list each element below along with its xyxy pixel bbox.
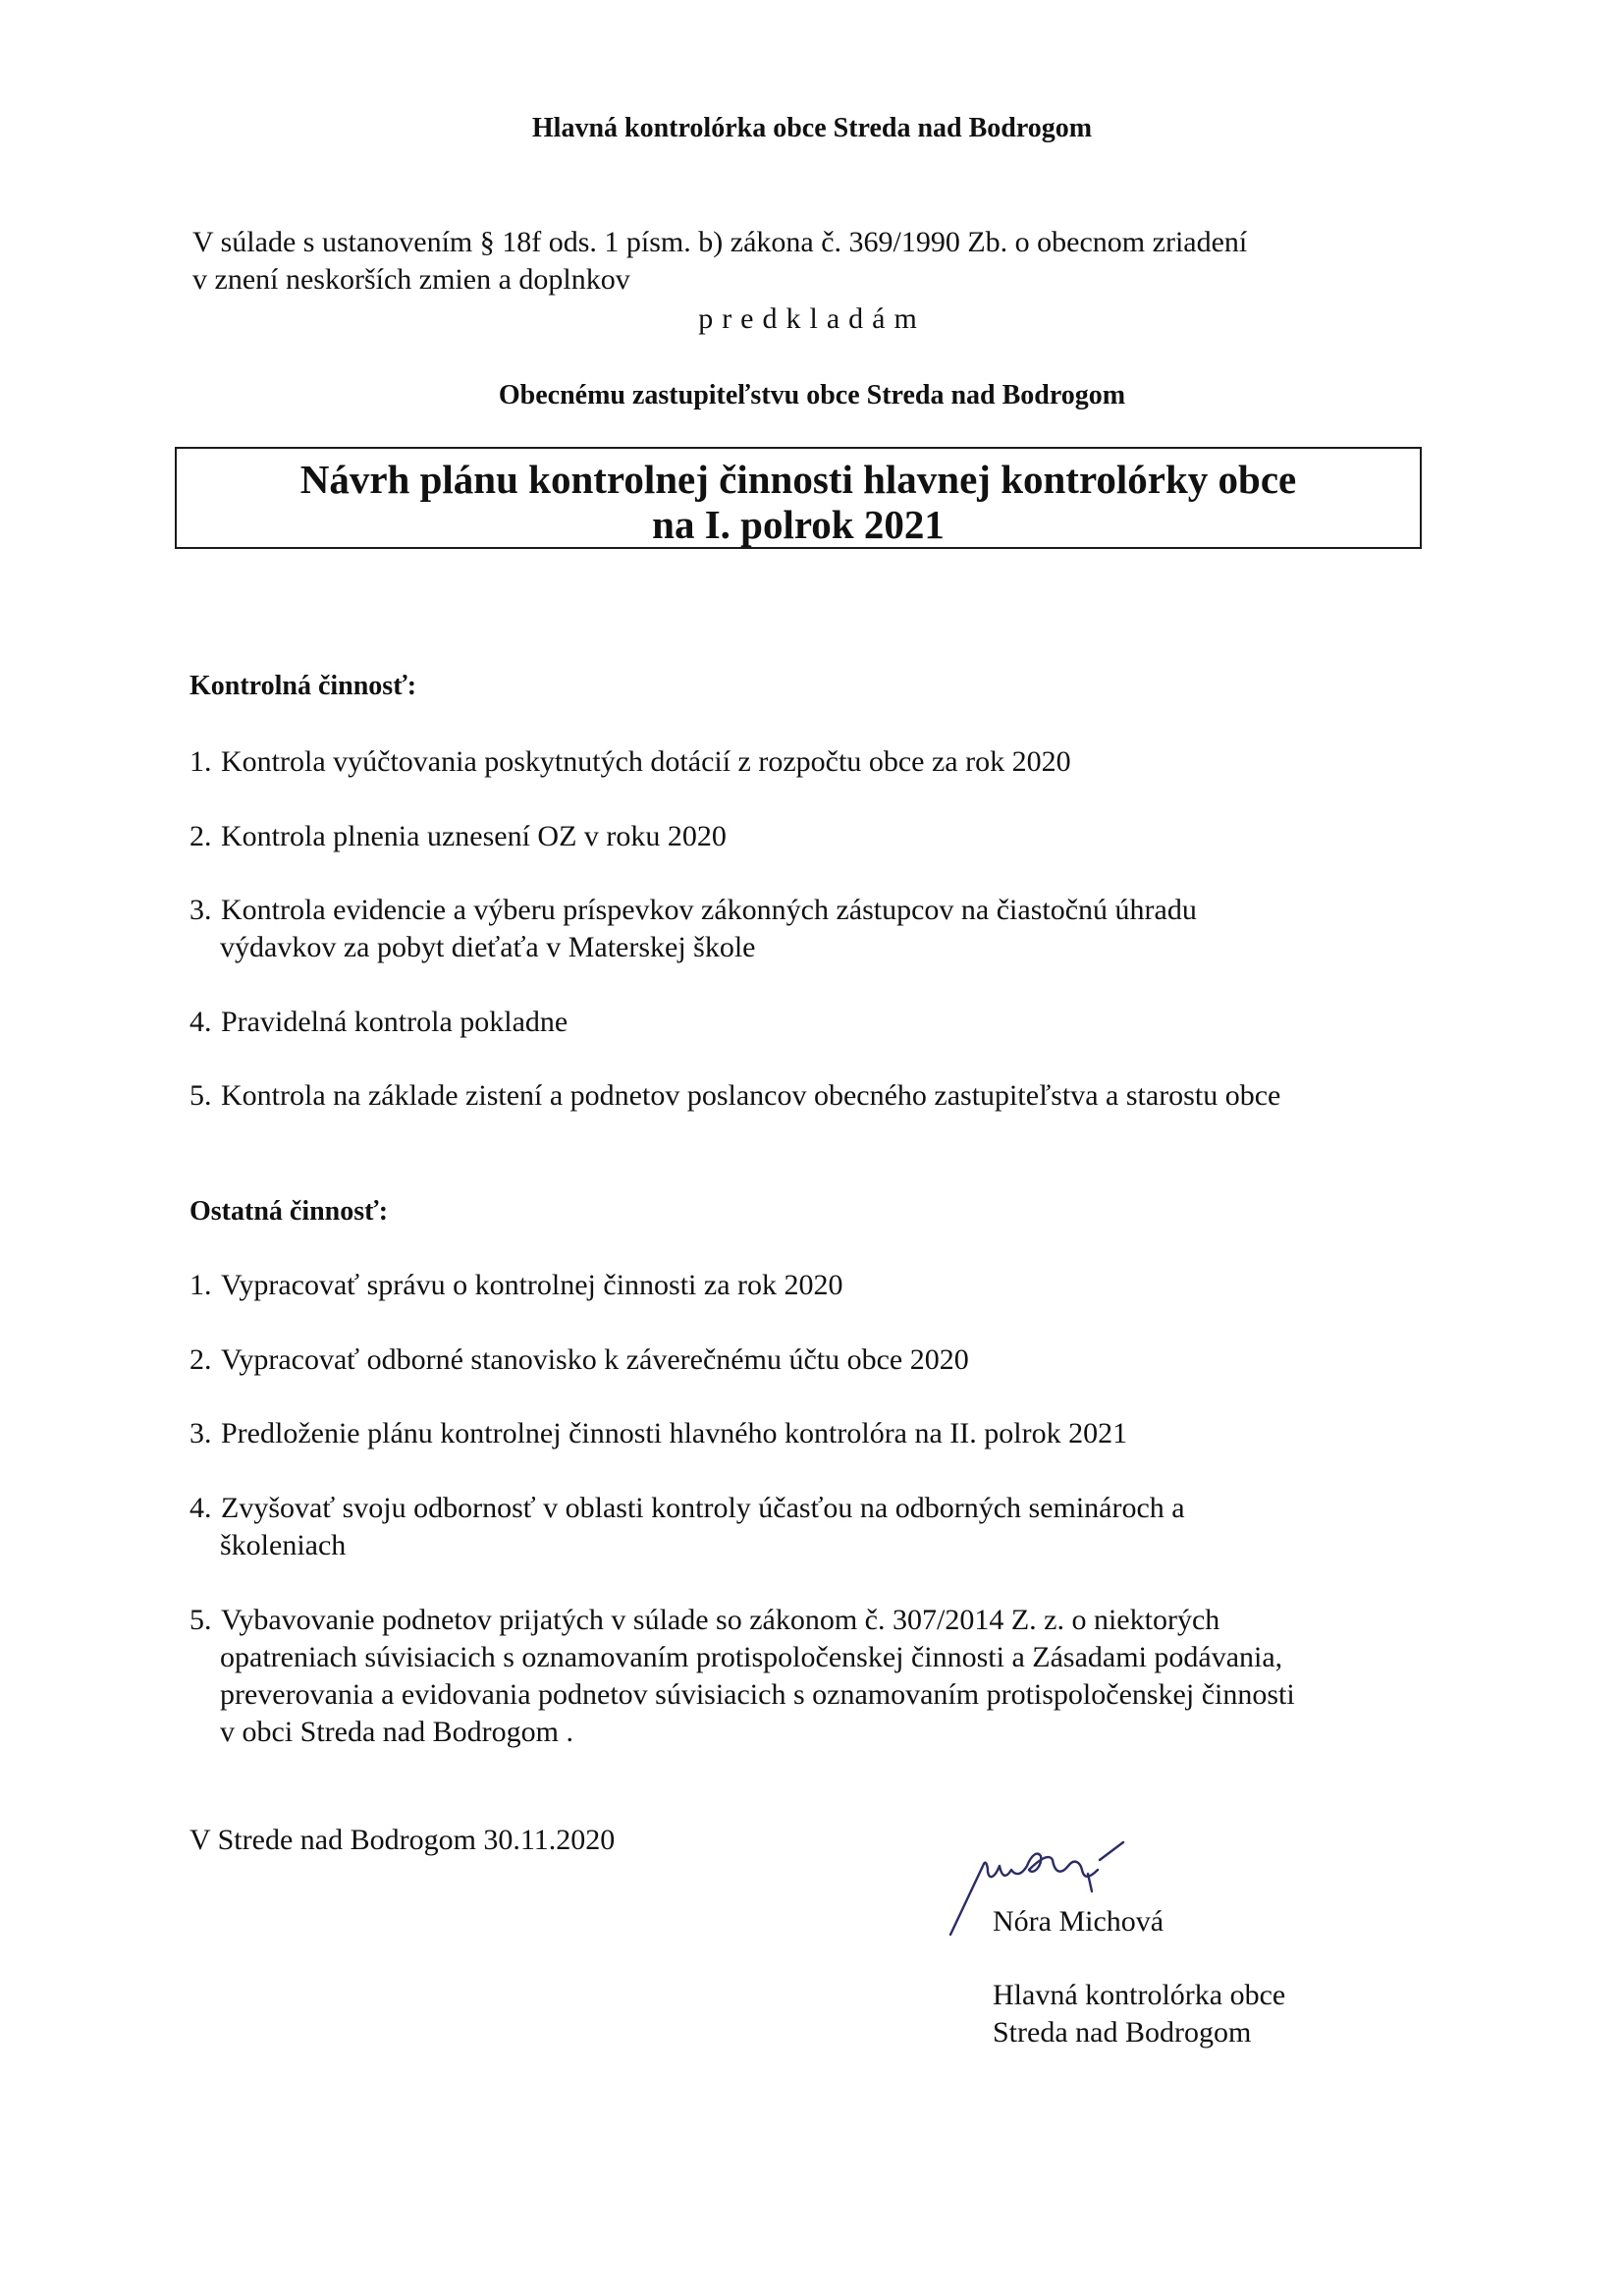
other-item-5-continuation-1: opatreniach súvisiacich s oznamovaním protispoločenskej činnosti a Zásadami podávania,: [220, 1641, 1283, 1673]
signer-name: Nóra Michová: [993, 1905, 1164, 1938]
item-text: Pravidelná kontrola pokladne: [221, 1006, 568, 1038]
other-activity-heading: Ostatná činnosť:: [189, 1196, 389, 1227]
item-text: Kontrola plnenia uznesení OZ v roku 2020: [221, 820, 727, 852]
submit-word: predkladám: [698, 302, 926, 335]
item-number: 1.: [189, 1269, 212, 1301]
control-item-3: [189, 892, 1197, 929]
item-number: 2.: [189, 820, 212, 852]
item-number: 1.: [189, 745, 212, 778]
other-item-3: [189, 1415, 1127, 1452]
other-item-4-continuation: školeniach: [220, 1529, 347, 1561]
item-text: Predloženie plánu kontrolnej činnosti hlavného kontrolóra na II. polrok 2021: [221, 1417, 1128, 1449]
item-number: 3.: [189, 1417, 212, 1449]
item-number: 4.: [189, 1006, 212, 1038]
item-text: Vypracovať odborné stanovisko k záverečnému účtu obce 2020: [221, 1343, 969, 1376]
item-number: 5.: [189, 1604, 212, 1636]
item-text: Kontrola evidencie a výberu príspevkov zákonných zástupcov na čiastočnú úhradu: [221, 894, 1197, 926]
item-number: 3.: [189, 894, 212, 926]
item-number: 5.: [189, 1079, 212, 1112]
item-number: 4.: [189, 1492, 212, 1524]
other-item-5-continuation-2: preverovania a evidovania podnetov súvisiacich s oznamovaním protispoločenskej činnosti: [220, 1678, 1295, 1711]
control-item-4: [189, 1004, 568, 1041]
item-text: Vypracovať správu o kontrolnej činnosti za rok 2020: [221, 1269, 843, 1301]
control-item-2: [189, 818, 727, 855]
control-item-5: [189, 1077, 1280, 1115]
header-title: Hlavná kontrolórka obce Streda nad Bodrogom: [531, 113, 1093, 143]
other-item-1: [189, 1267, 843, 1304]
other-item-5: [189, 1602, 1219, 1639]
document-title-line-2: na I. polrok 2021: [652, 502, 945, 547]
item-number: 2.: [189, 1343, 212, 1376]
recipient: Obecnému zastupiteľstvu obce Streda nad Bodrogom: [498, 380, 1126, 410]
item-text: Zvyšovať svoju odbornosť v oblasti kontroly účasťou na odborných seminároch a: [221, 1492, 1185, 1524]
place-and-date: V Strede nad Bodrogom 30.11.2020: [189, 1824, 616, 1856]
signer-role-1: Hlavná kontrolórka obce: [993, 1979, 1286, 2011]
item-text: Kontrola vyúčtovania poskytnutých dotácií z rozpočtu obce za rok 2020: [221, 745, 1071, 778]
control-item-1: [189, 743, 1071, 781]
document-title-line-1: Návrh plánu kontrolnej činnosti hlavnej kontrolórky obce: [299, 457, 1297, 502]
control-activity-heading: Kontrolná činnosť:: [189, 671, 417, 701]
control-item-3-continuation: výdavkov za pobyt dieťaťa v Materskej škole: [220, 931, 756, 963]
item-text: Kontrola na základe zistení a podnetov poslancov obecného zastupiteľstva a starostu obce: [221, 1079, 1281, 1112]
intro-line-1: V súlade s ustanovením § 18f ods. 1 písm. b) zákona č. 369/1990 Zb. o obecnom zriadení: [192, 226, 1248, 258]
other-item-2: [189, 1341, 969, 1379]
intro-line-2: v znení neskorších zmien a doplnkov: [192, 263, 630, 296]
item-text: Vybavovanie podnetov prijatých v súlade so zákonom č. 307/2014 Z. z. o niektorých: [221, 1604, 1220, 1636]
other-item-4: [189, 1490, 1185, 1527]
document-title-box: [175, 447, 1422, 549]
other-item-5-continuation-3: v obci Streda nad Bodrogom .: [220, 1716, 573, 1748]
signer-role-2: Streda nad Bodrogom: [993, 2016, 1252, 2049]
